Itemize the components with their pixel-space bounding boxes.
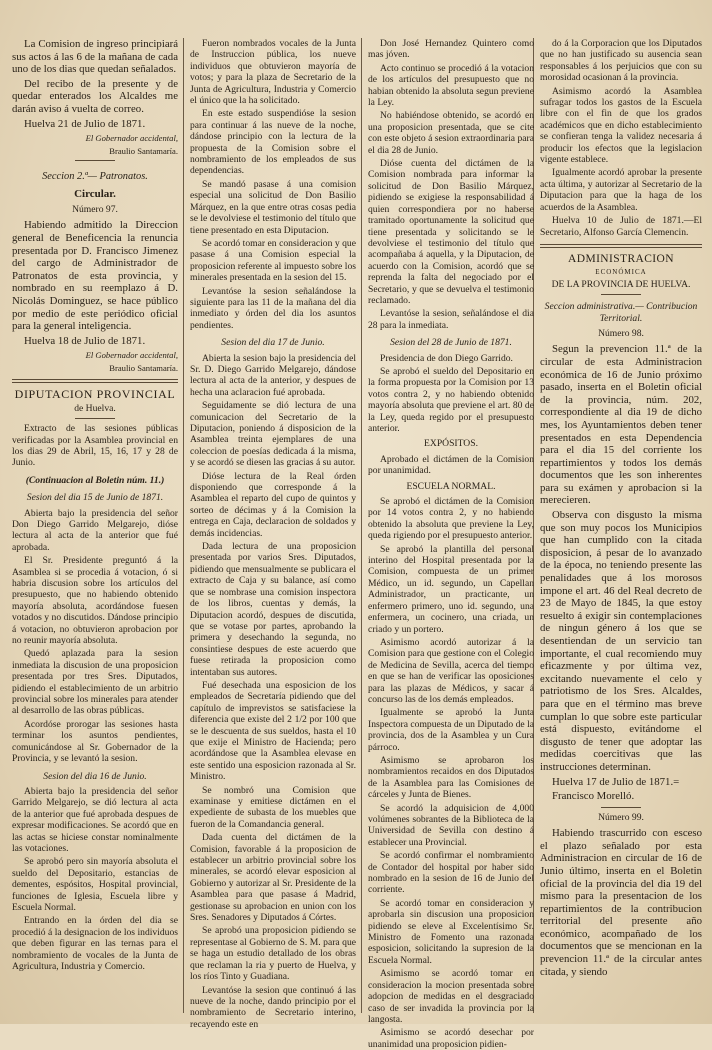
date-line: Huelva 18 de Julio de 1871. <box>24 334 146 347</box>
paragraph: Quedó aplazada para la sesion inmediata la discusion de una proposicion presentada por tres Sres. Diputados, pidiendo el establecimiento de un arbitrio provincial sobre los minerales para atender al desarrollo de las obras públicas. <box>12 648 178 717</box>
number-heading: Número 99. <box>598 811 644 823</box>
paragraph: Se acordó tomar en consideracion y aprobarla sin discusion una proposicion pidiendo se eleve al Excelentísimo Sr. Ministro de Fomento una razonada esposicion, solicitando la supresion de la Escuela Normal. <box>368 897 534 966</box>
paragraph: Acto continuo se procedió á la votacion de los artículos del presupuesto que no habian obtenido la absoluta segun previene la Ley. <box>368 62 534 109</box>
paragraph: Se aprobó una proposicion pidiendo se representase al Gobierno de S. M. para que se haga un estudio detallado de los obras que reclaman la ria y puerto de Huelva, y los ríos Tinto y Guadiana. <box>190 925 356 983</box>
paragraph: Entrando en la órden del dia se procedió á la designacion de los individuos que deben figurar en las ternas para el nombramiento de vocales de la Junta de Agricultura, Industria y Comercio. <box>12 915 178 972</box>
date-line: Huelva 21 de Julio de 1871. <box>24 117 146 130</box>
divider <box>12 379 178 383</box>
paragraph: Se acordó tomar en consideracion y que pasase á una Comision especial la proposicion referente al impuesto sobre los minerales presentada en la sesion del 15. <box>190 237 356 284</box>
administracion-subtitle: ECONÓMICA <box>595 268 647 277</box>
paragraph: Seguidamente se dió lectura de una comunicacion del Secretario de la Diputacion, poniendo á disposicion de la Asamblea treinta ejemplares de una coleccion de poesías dedicada á la misma, y se acordó se diesen las gracias á su autor. <box>190 400 356 469</box>
paragraph: Se nombró una Comision que examinase y emitiese dictámen en el expediente de subasta de los muebles que fueron de la Comandancia general. <box>190 784 356 830</box>
paragraph: Se aprobó el sueldo del Depositario en la forma propuesta por la Comision por 13 votos contra 2, y no habiendo obtenido mayoría absoluta que previene el art. 80 de la Ley, queda regido por el presupuesto anterior. <box>368 365 534 434</box>
paragraph: Dióse cuenta del dictámen de la Comision nombrada para informar la solicitud de Don Basilio Márquez, pidiendo se exigiese la responsabilidad á quien correspondiera por no haberse tramitado oportunamente la solicitud que tiene presentada y solicitando se le devolviese el testimonio del título que acompañaba á aquella, y la Diputacion, de acuerdo con la Comision, acordó que se reprenda la falta del negociado por el Secretario, y que se devuelva el testimonio reclamado. <box>368 158 534 306</box>
paragraph: Fué desechada una esposicion de los empleados de Secretaría pidiendo que del capítulo de imprevistos se satisfaciese la diferencia que existe del 2 1/2 por 100 que se le descuenta de sus sueldos, hasta el 10 que exije el Ministro de Hacienda; pero acordándose que la Asamblea elevase en este sentido una esposicion razonada al Sr. Ministro. <box>190 679 356 783</box>
paragraph: Se mandó pasase á una comision especial una solicitud de Don Basilio Márquez, en la que entre otras cosas pedia se le devolviese el testimonio del título que tiene presentado en esta Diputacion. <box>190 178 356 236</box>
continuation-note: (Continuacion al Boletin núm. 11.) <box>25 474 165 486</box>
paragraph: Dada lectura de una proposicion presentada por varios Sres. Diputados, pidiendo que mensualmente se publicara el extracto de Caja y su balance, así como que se nombrase una comision inspectora de los libros, cuentas y demás, la Diputacion acordó, despues de discutida, que se votase por partes, aprobando la primera y desechando la segunda, no consintiese despues de este acuerdo que fuese retirada la proposicion como intentaban sus autores. <box>190 541 356 678</box>
paragraph: Asimismo acordó autorizar á la Comision para que gestione con el Colegio de Medicina de Sevilla, acerca del tiempo en que se han de verificar las oposiciones para las plazas de Médicos, y sacar á concurso las de los demás empleados. <box>368 636 534 705</box>
paragraph: Se aprobó pero sin mayoría absoluta el sueldo del Depositario, estancias de dementes, espósitos, Hospital provincial, funciones de Iglesia, Escuela libre y Escuela Normal. <box>12 856 178 913</box>
date-line: Huelva 17 de Julio de 1871.= <box>552 775 680 788</box>
subsection-heading: EXPÓSITOS. <box>424 438 478 450</box>
paragraph: Del recibo de la presente y de quedar enterados los Alcaldes me darán aviso á vuelta de correo. <box>12 77 178 115</box>
section-heading: Seccion 2.ª— Patronatos. <box>42 171 148 183</box>
paragraph: Se acordó la adquisicion de 4,000 volúmenes sobrantes de la Biblioteca de la Universidad de Sevilla con destino á establecer una Provincial. <box>368 802 534 848</box>
date-line: Huelva 10 de Julio de 1871.—El Secretario, Alfonso García Clemencin. <box>540 215 702 238</box>
paragraph: Igualmente se aprobó la Junta Inspectora compuesta de un Diputado de la provincia, dos de la Asamblea y un Cura párroco. <box>368 707 534 753</box>
divider <box>75 160 115 161</box>
paragraph: Levantóse la sesion que continuó á las nueve de la noche, dando principio por el nombramiento de Secretario interino, recayendo este en <box>190 984 356 1030</box>
paragraph: Fueron nombrados vocales de la Junta de Instruccion pública, los nueve individuos que obtuvieron mayoría de votos; y para la plaza de Secretario de la Junta de Agricultura, Industria y Comercio el único que la ha solicitado. <box>190 38 356 107</box>
section-heading: Seccion administrativa.— Contribucion Territorial. <box>544 301 698 324</box>
paragraph: Abierta bajo la presidencia del señor Don Diego Garrido Melgarejo, dióse lectura al acta de la anterior que fué aprobada. <box>12 507 178 553</box>
session-heading: Sesion del dia 15 de Junio de 1871. <box>26 492 164 504</box>
administracion-title: ADMINISTRACION <box>568 252 674 265</box>
paragraph: Abierta bajo la presidencia del señor Garrido Melgarejo, se dió lectura al acta de la anterior que fué aprobada despues de expresar modificaciones. Se acordó que en las actas se hiciese constar nominalmente las votaciones. <box>12 785 178 854</box>
paragraph: Abierta la sesion bajo la presidencia del Sr. D. Diego Garrido Melgarejo, dándose lectura al acta de la anterior, y despues de hecha una aclaracion fué aprobada. <box>190 352 356 398</box>
signature-title: El Gobernador accidental, <box>85 133 178 144</box>
signature-name: Braulio Santamaría. <box>109 146 178 157</box>
divider <box>601 294 641 295</box>
divider <box>75 418 115 419</box>
paragraph: No habiéndose obtenido, se acordó en una proposicion presentada, que se cite con este objeto á sesion extraordinaria para el dia 28 de Junio. <box>368 110 534 156</box>
paragraph: Don José Hernandez Quintero como mas jóven. <box>368 38 534 61</box>
paragraph: Aprobado el dictámen de la Comision por unanimidad. <box>368 453 534 477</box>
column-2 <box>190 38 356 1030</box>
circular-heading: Circular. <box>74 187 116 200</box>
column-1 <box>12 38 178 1018</box>
paragraph: Habiendo trascurrido con esceso el plazo señalado por esta Administracion en circular de 16 de Junio último, inserta en el Boletin oficial de la provincia del dia 19 del mismo para la presentacion de los repartimientos de la contribucion territorial del presente año económico, acompañado de los documentos que se mencionan en la prevencion 11.ª de la circular antes citada, y siendo <box>540 827 702 978</box>
paragraph: Se aprobó el dictámen de la Comision por 14 votos contra 2, y no habiendo obtenido la absoluta que previene la Ley, queda rigiendo por el presupuesto anterior. <box>368 496 534 542</box>
paragraph: En este estado suspendióse la sesion para continuar á las nueve de la noche, dándose principio con la lectura de la propuesta de la Comision sobre el nombramiento de los empleados de sus dependencias. <box>190 108 356 177</box>
column-3 <box>368 38 534 1050</box>
signature-name: Braulio Santamaría. <box>109 363 178 374</box>
paragraph: Dada cuenta del dictámen de la Comision, favorable á la proposicion de establecer un arbitrio provincial sobre los minerales, se acordó elevar esposicion al Gobierno y autorizar al Sr. Presidente de la Asamblea para que pasase á Madrid, gestionase su aprobacion en union con los Sres. Senadores y Diputados á Córtes. <box>190 832 356 924</box>
paragraph: Segun la prevencion 11.ª de la circular de esta Administracion económica de 16 de Junio próximo pasado, inserta en el Boletin oficial de la provincia, núm. 202, correspondiente al dia 19 de dicho mes, los Ayuntamientos deben tener presentados en esta Dependencia para el dia 15 del corriente los repartimientos y todos los demás documentos que les son inherentes para su exámen y aprobacion si la merecieren. <box>540 343 702 507</box>
divider <box>540 244 702 248</box>
paragraph: Asimismo acordó la Asamblea sufragar todos los gastos de la Escuela libre con el fin de que los grados académicos que en dicho establecimiento se confieran tenga la validez necesaria á producir los efectos que la legislacion vigente establece. <box>540 85 702 166</box>
session-heading: Sesion del dia 17 de Junio. <box>221 337 325 349</box>
paragraph: Dióse lectura de la Real órden disponiendo que corresponde á la Asamblea el reparto del cupo de quintos y sorteo de décimas y á la Comision la entrega en Caja, declaracion de soldados y demás incidencias. <box>190 470 356 539</box>
signature-title: El Gobernador accidental, <box>85 350 178 361</box>
paragraph: Se aprobó la plantilla del personal interino del Hospital presentada por la Comision, compuesta de un primer Médico, un id. segundo, un Capellan Administrador, un practicante, un enfermero primero, uno id. segundo, una enfermera, un cocinero, una criada, un criado y un portero. <box>368 543 534 635</box>
divider <box>601 807 641 808</box>
paragraph: Presidencia de don Diego Garrido. <box>380 352 513 364</box>
paragraph: Se acordó confirmar el nombramiento de Contador del hospital por haber sido nombrado en la sesion de 16 de Junio del corriente. <box>368 850 534 896</box>
paragraph: La Comision de ingreso principiará sus actos á las 6 de la mañana de cada uno de los dias que quedan señalados. <box>12 38 178 76</box>
paragraph: Observa con disgusto la misma que son muy pocos los Municipios que han cumplido con la citada disposicion, á pesar de lo avanzado de la época, no teniendo presente las penalidades que á los morosos impone el art. 46 del Real decreto de 23 de Mayo de 1845, la que estoy resuelto á exigir sin contemplaciones de ningun género á los que se desentiendan de un servicio tan importante, el cual recomiendo muy eficazmente y por última vez, excitando nuevamente el celo y patriotismo de los Sres. Alcaldes, para que en el término mas breve cumplan lo que sobre este particular está dispuesto, evitándome el disgusto de tener que adoptar las medidas coercitivas que las instrucciones determinan. <box>540 509 702 773</box>
session-heading: Sesion del 28 de Junio de 1871. <box>390 337 512 349</box>
column-rule <box>361 38 362 1013</box>
paragraph: Acordóse prorogar las sesiones hasta terminar los asuntos pendientes, comunicándose al Sr. Gobernador de la Provincia, y se levantó la sesion. <box>12 718 178 765</box>
paragraph: Asimismo se acordó desechar por unanimidad una proposicion pidien- <box>368 1027 534 1050</box>
paragraph: do á la Corporacion que los Diputados que no han justificado su ausencia sean responsables á los perjuicios que con su morosidad ocasionan á la provincia. <box>540 38 702 84</box>
paragraph: Igualmente acordó aprobar la presente acta última, y autorizar al Secretario de la Diputacion para que la haga de los acuerdos de la Asamblea. <box>540 167 702 213</box>
paragraph: Asimismo se acordó tomar en consideracion la mocion presentada sobre adopcion de medidas en el desgraciado caso de ser invadida la provincia por la langosta. <box>368 968 534 1025</box>
number-heading: Número 98. <box>598 327 644 339</box>
column-rule <box>183 38 184 1013</box>
signature-name: Francisco Morelló. <box>552 790 635 803</box>
subsection-heading: ESCUELA NORMAL. <box>406 480 496 492</box>
session-heading: Sesion del dia 16 de Junio. <box>43 770 147 782</box>
number-heading: Número 97. <box>72 203 118 215</box>
paragraph: Habiendo admitido la Direccion general de Beneficencia la renuncia presentada por D. Francisco Jimenez del cargo de Administrador de Patronatos de esta provincia, y nombrado en su reemplazo á D. Nicolás Dominguez, se hace público por medio de este periódico oficial para la general inteligencia. <box>12 219 178 333</box>
paragraph: Levantóse la sesion, señalándose el dia 28 para la inmediata. <box>368 308 534 331</box>
paragraph: Extracto de las sesiones públicas verificadas por la Asamblea provincial en los dias 29 de Abril, 15, 16, 17 y 28 de Junio. <box>12 423 178 469</box>
paragraph: Asimismo se aprobaron los nombramientos recaidos en dos Diputados de la Asamblea para las Comisiones de cárceles y Junta de Bienes. <box>368 754 534 801</box>
administracion-province: DE LA PROVINCIA DE HUELVA. <box>551 278 691 290</box>
paragraph: El Sr. Presidente preguntó á la Asamblea si se procedia á votacion, ó si habria discusion sobre los artículos del presupuesto, que no habiendo obtenido mayoría absoluta, acordándose fuesen votados y no discutidos. Dándose principio á votacion, no obtuvieron aprobacion por no reunir mayoría absoluta. <box>12 555 178 647</box>
diputacion-subtitle: de Huelva. <box>74 402 116 414</box>
column-4 <box>540 38 702 1018</box>
paragraph: Levantóse la sesion señalándose la siguiente para las 11 de la mañana del dia inmediato y órden del dia los asuntos pendientes. <box>190 285 356 331</box>
diputacion-title: DIPUTACION PROVINCIAL <box>14 387 176 402</box>
